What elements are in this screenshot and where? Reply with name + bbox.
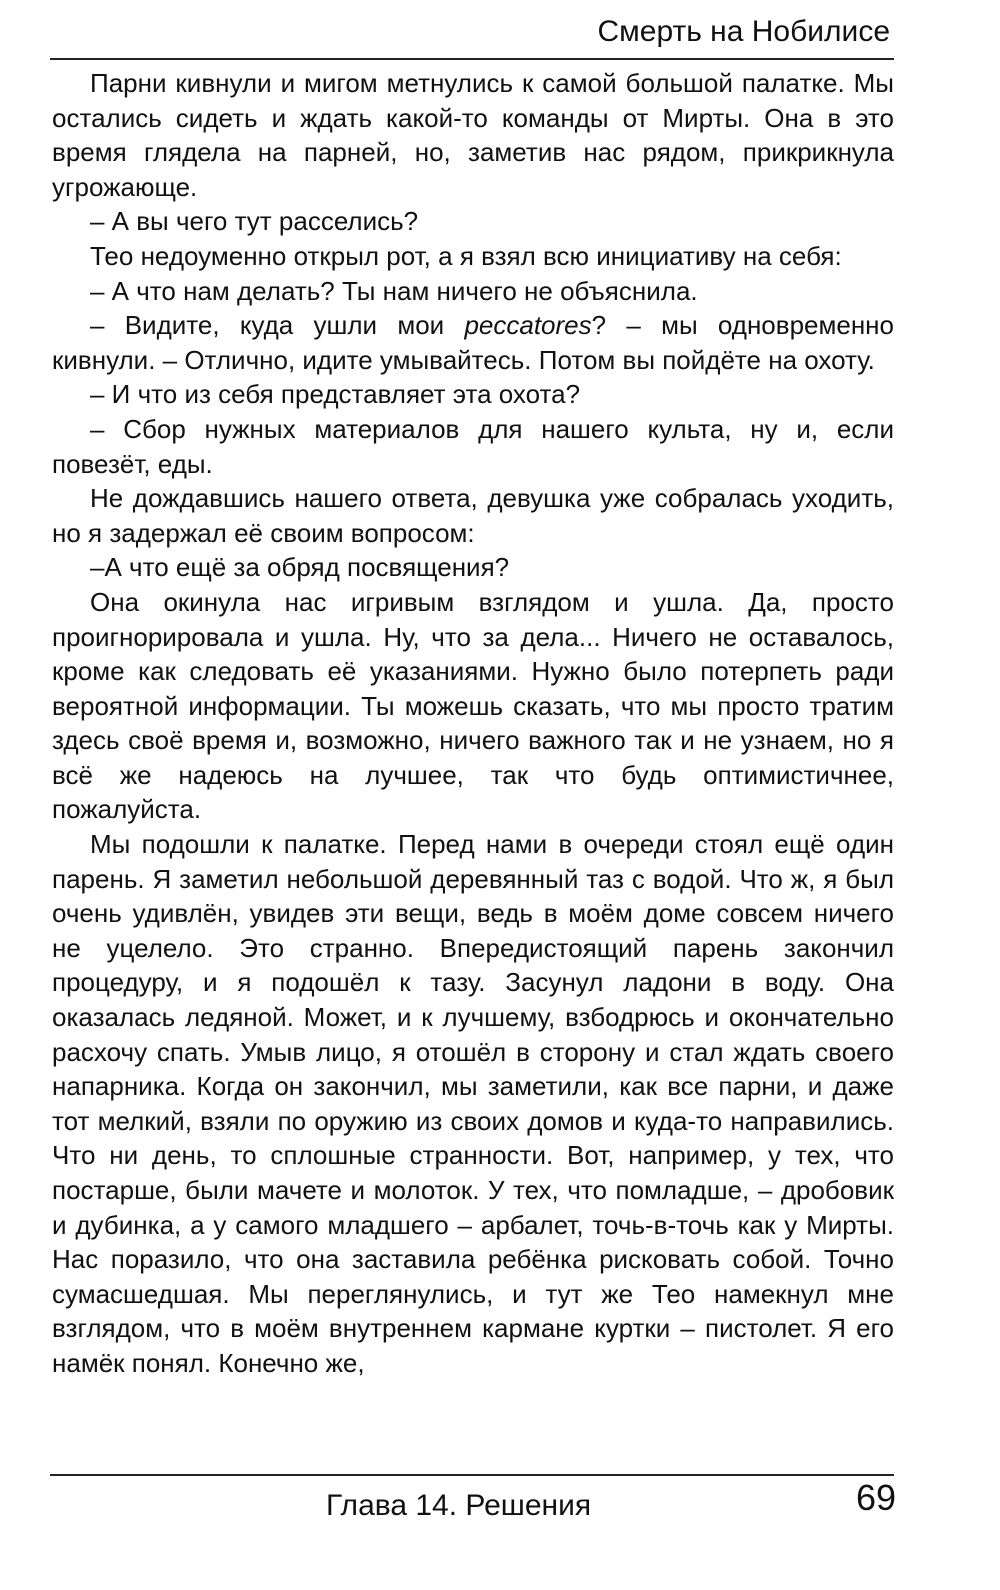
paragraph: –А что ещё за обряд посвящения? [90,552,510,583]
paragraph: Не дождавшись нашего ответа, девушка уже собралась уходить, но я задержал её своим вопросом: [52,483,894,548]
running-header-title: Смерть на Нобилисе [597,15,890,48]
paragraph: – А вы чего тут расселись? [90,206,419,237]
paragraph: – А что нам делать? Ты нам ничего не объяснила. [90,275,698,306]
paragraph: Тео недоуменно открыл рот, а я взял всю инициативу на себя: [90,240,842,271]
header-rule [50,58,894,60]
page-body [52,66,894,1381]
paragraph: – Сбор нужных материалов для нашего культа, ну и, если повезёт, еды. [52,413,894,479]
paragraph: Мы подошли к палатке. Перед нами в очереди стоял ещё один парень. Я заметил небольшой деревянный таз с водой. Что ж, я был очень удивлён, увидев эти вещи, ведь в моём доме совсем ничего не уцелело. Это странно. Впередистоящий парень закончил процедуру, и я подошёл к тазу. Засунул ладони в воду. Она оказалась ледяной. Может, и к лучшему, взбодрюсь и окончательно расхочу спать. Умыв лицо, я отошёл в сторону и стал ждать своего напарника. Когда он закончил, мы заметили, как все парни, и даже тот мелкий, взяли по оружию из своих домов и куда-то направились. Что ни день, то сплошные странности. Вот, например, у тех, что постарше, были мачете и молоток. У тех, что помладше, – дробовик и дубинка, а у самого младшего – арбалет, точь-в-точь как у Мирты. Нас поразило, что она заставила ребёнка рисковать собой. Точно сумасшедшая. Мы переглянулись, и тут же Тео намекнул мне взглядом, что в моём внутреннем кармане куртки – пистолет. Я его намёк понял. Конечно же, [52,829,894,1378]
paragraph: – И что из себя представляет эта охота? [90,379,581,410]
paragraph: Парни кивнули и мигом метнулись к самой большой палатке. Мы остались сидеть и ждать какой-то команды от Мирты. Она в это время глядела на парней, но, заметив нас рядом, прикрикнула угрожающе. [52,68,894,202]
footer-rule [50,1474,894,1476]
paragraph: Она окинула нас игривым взглядом и ушла. Да, просто проигнорировала и ушла. Ну, что за дела... Ничего не оставалось, кроме как следовать её указаниями. Нужно было потерпеть ради вероятной информации. Ты можешь сказать, что мы просто тратим здесь своё время и, возможно, ничего важного так и не узнаем, но я всё же надеюсь на лучшее, так что будь оптимистичнее, пожалуйста. [52,586,894,825]
paragraph-text: ? – мы одновременно кивнули. – Отлично, идите умывайтесь. Потом вы пойдёте на охоту. [52,310,895,375]
paragraph-text: – Видите, куда ушли мои [90,310,445,341]
footer-chapter-title: Глава 14. Решения [326,1489,592,1522]
paragraph [52,308,894,377]
italic-term: peccatores [464,310,592,341]
page-number: 69 [855,1477,896,1518]
